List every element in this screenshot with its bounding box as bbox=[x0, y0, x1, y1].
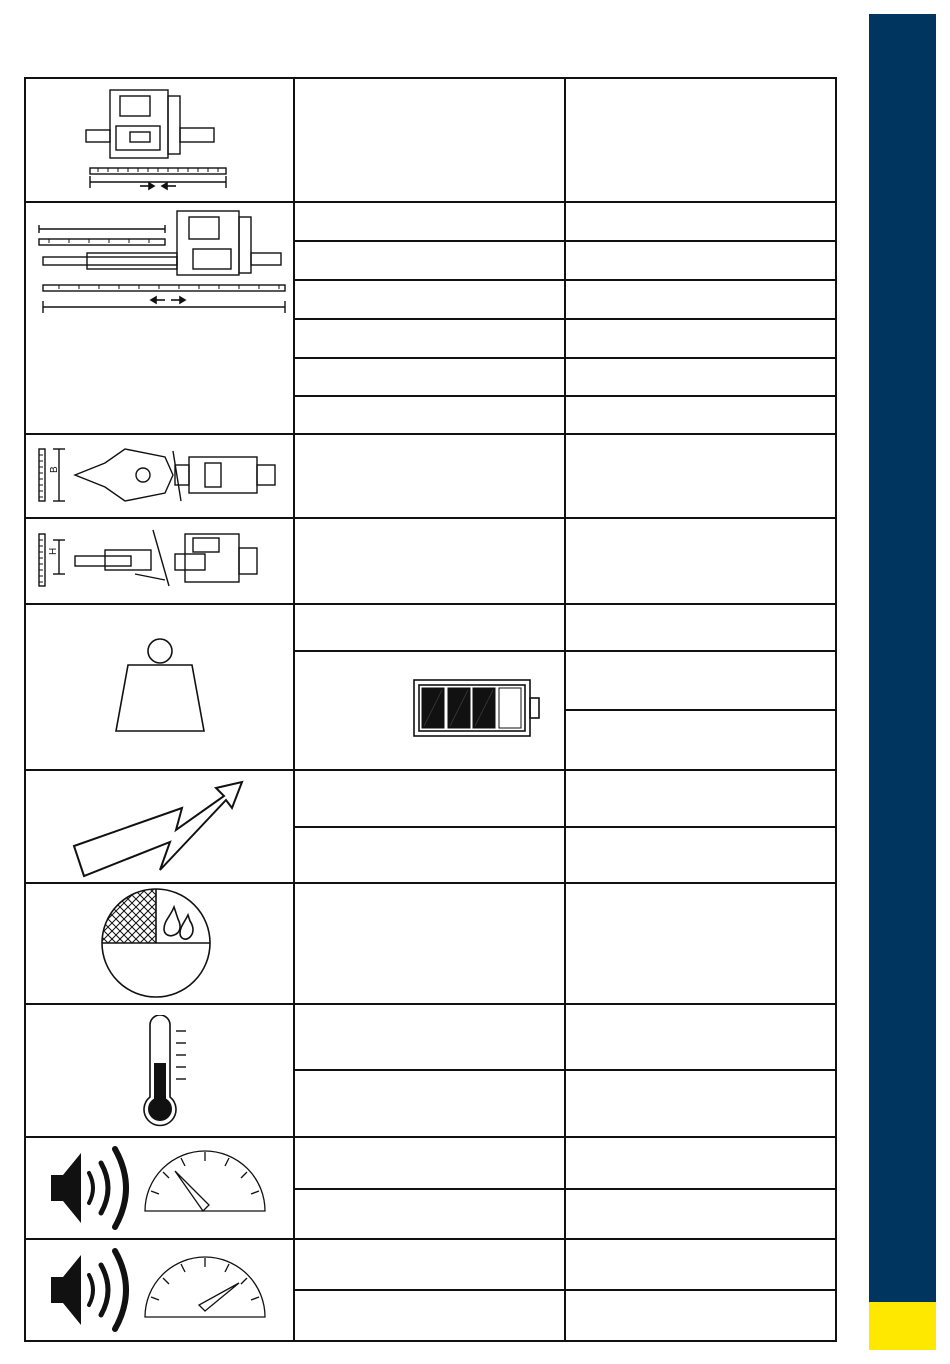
weight-cell bbox=[25, 604, 294, 770]
battery-weight-value-cell bbox=[565, 710, 836, 770]
temperature-value-cell bbox=[565, 1070, 836, 1137]
open-length-cell bbox=[25, 202, 294, 434]
protection-label-cell bbox=[294, 883, 565, 1004]
protection-value-cell bbox=[565, 883, 836, 1004]
open-length-value-cell bbox=[565, 202, 836, 241]
height-cell bbox=[25, 518, 294, 604]
table-row bbox=[25, 1239, 836, 1290]
battery-cell bbox=[294, 651, 565, 770]
open-length-value-cell bbox=[565, 358, 836, 396]
table-row bbox=[25, 202, 836, 241]
battery-icon bbox=[300, 666, 560, 756]
closed-length-value-cell bbox=[565, 78, 836, 202]
open-length-value-cell bbox=[565, 396, 836, 434]
sound-pressure-label-cell bbox=[294, 1239, 565, 1290]
height-label-cell bbox=[294, 518, 565, 604]
open-length-label-cell bbox=[294, 319, 565, 358]
battery-weight-value-cell bbox=[565, 651, 836, 710]
weight-icon bbox=[105, 635, 215, 739]
force-label-cell bbox=[294, 827, 565, 883]
table-row bbox=[25, 1137, 836, 1189]
spec-table bbox=[24, 77, 837, 1342]
open-length-value-cell bbox=[565, 241, 836, 280]
table-row bbox=[25, 770, 836, 827]
temperature-value-cell bbox=[565, 1004, 836, 1070]
open-length-value-cell bbox=[565, 280, 836, 319]
open-length-value-cell bbox=[565, 319, 836, 358]
temperature-label-cell bbox=[294, 1004, 565, 1070]
sound-power-value-cell bbox=[565, 1189, 836, 1239]
sound-pressure-cell bbox=[25, 1239, 294, 1341]
closed-length-label-cell bbox=[294, 78, 565, 202]
weight-value-cell bbox=[565, 604, 836, 651]
sidebar-bar bbox=[869, 14, 936, 1302]
table-row bbox=[25, 604, 836, 651]
height-value-cell bbox=[565, 518, 836, 604]
table-row bbox=[25, 434, 836, 518]
open-length-label-cell bbox=[294, 280, 565, 319]
width-cell bbox=[25, 434, 294, 518]
sound-level-icon bbox=[45, 1141, 275, 1235]
table-row bbox=[25, 883, 836, 1004]
sound-pressure-value-cell bbox=[565, 1290, 836, 1341]
sound-power-label-cell bbox=[294, 1137, 565, 1189]
ip-protection-icon bbox=[100, 887, 220, 1001]
table-row bbox=[25, 1004, 836, 1070]
sound-power-cell bbox=[25, 1137, 294, 1239]
width-dimension-label: B bbox=[48, 466, 60, 473]
open-length-icon bbox=[29, 203, 291, 319]
force-value-cell bbox=[565, 827, 836, 883]
open-length-label-cell bbox=[294, 396, 565, 434]
sidebar-accent bbox=[869, 1302, 936, 1350]
protection-cell bbox=[25, 883, 294, 1004]
width-value-cell bbox=[565, 434, 836, 518]
open-length-label-cell bbox=[294, 202, 565, 241]
force-label-cell bbox=[294, 770, 565, 827]
force-icon bbox=[70, 772, 250, 882]
closed-length-cell bbox=[25, 78, 294, 202]
force-cell bbox=[25, 770, 294, 883]
sound-level-gauge-icon bbox=[45, 1243, 275, 1337]
temperature-cell bbox=[25, 1004, 294, 1137]
sound-power-value-cell bbox=[565, 1137, 836, 1189]
temperature-label-cell bbox=[294, 1070, 565, 1137]
table-row bbox=[25, 518, 836, 604]
sound-pressure-label-cell bbox=[294, 1290, 565, 1341]
open-length-label-cell bbox=[294, 358, 565, 396]
closed-length-icon bbox=[80, 82, 240, 198]
height-dimension-label: H bbox=[47, 547, 59, 555]
force-value-cell bbox=[565, 770, 836, 827]
open-length-label-cell bbox=[294, 241, 565, 280]
sound-pressure-value-cell bbox=[565, 1239, 836, 1290]
sound-power-label-cell bbox=[294, 1189, 565, 1239]
table-row bbox=[25, 78, 836, 202]
width-label-cell bbox=[294, 434, 565, 518]
width-icon bbox=[35, 441, 285, 511]
weight-label-cell bbox=[294, 604, 565, 651]
height-icon bbox=[35, 526, 285, 596]
temperature-icon bbox=[120, 1015, 200, 1127]
